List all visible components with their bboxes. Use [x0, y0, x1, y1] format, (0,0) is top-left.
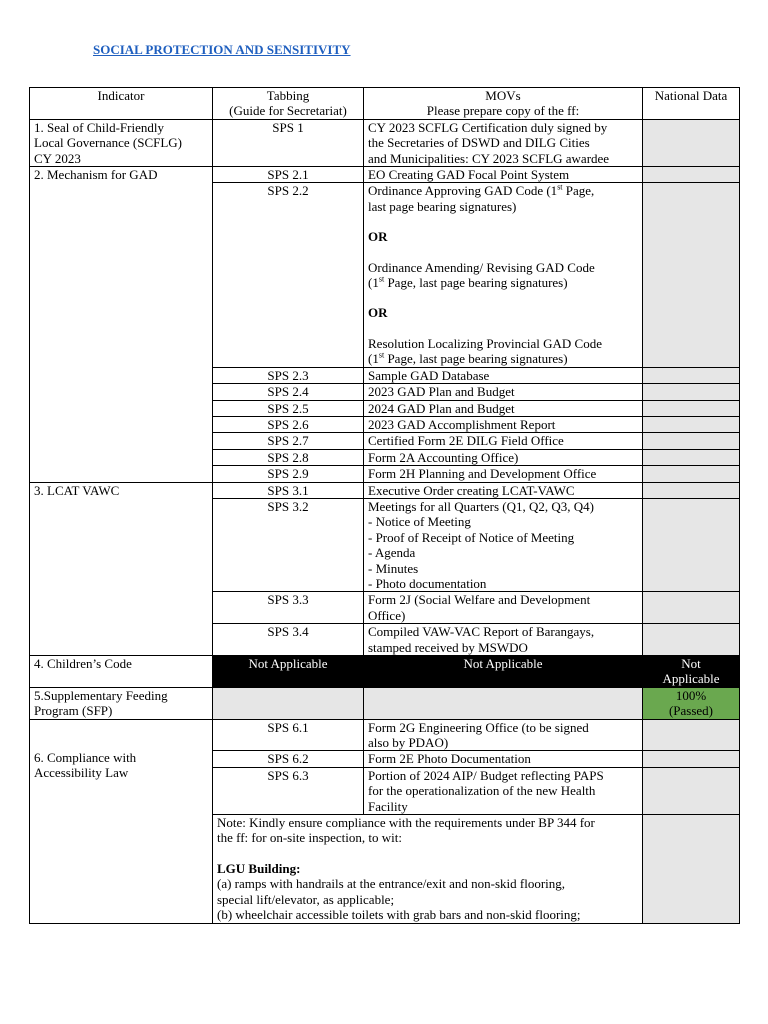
- table-header-row: [30, 88, 740, 120]
- indicator-cell: 6. Compliance with Accessibility Law: [30, 719, 213, 923]
- header-tabbing: Tabbing (Guide for Secretariat): [213, 88, 364, 120]
- tab-cell: SPS 3.4: [213, 624, 364, 656]
- mov-cell: Form 2H Planning and Development Office: [364, 466, 643, 482]
- mov-table: [29, 87, 740, 924]
- tab-cell: [213, 687, 364, 719]
- mov-cell: Ordinance Approving GAD Code (1st Page, last page bearing signatures) OR Ordinance Amending/ Revising GAD Code (1st Page, last page bearing signatures) OR Resolution Localizing Provincial GAD Code (1st Page, last page bearing signatures): [364, 183, 643, 367]
- indicator-cell: 4. Children’s Code: [30, 656, 213, 688]
- national-cell: [643, 416, 740, 432]
- national-cell: [643, 449, 740, 465]
- tab-cell: SPS 1: [213, 119, 364, 166]
- tab-cell: SPS 6.2: [213, 751, 364, 767]
- table-row: [30, 119, 740, 166]
- tab-cell: SPS 2.6: [213, 416, 364, 432]
- mov-cell: Certified Form 2E DILG Field Office: [364, 433, 643, 449]
- mov-cell: 2023 GAD Accomplishment Report: [364, 416, 643, 432]
- indicator-cell: 1. Seal of Child-Friendly Local Governance (SCFLG) CY 2023: [30, 119, 213, 166]
- header-national-data: National Data: [643, 88, 740, 120]
- tab-cell: SPS 6.1: [213, 719, 364, 751]
- header-movs: MOVs Please prepare copy of the ff:: [364, 88, 643, 120]
- table-row: [30, 687, 740, 719]
- national-cell: [643, 482, 740, 498]
- mov-cell: 2023 GAD Plan and Budget: [364, 384, 643, 400]
- mov-cell: Portion of 2024 AIP/ Budget reflecting PAPS for the operationalization of the new Health Facility: [364, 767, 643, 814]
- national-cell-not-applicable: Not Applicable: [643, 656, 740, 688]
- tab-cell: SPS 2.8: [213, 449, 364, 465]
- national-cell: [643, 592, 740, 624]
- tab-cell: SPS 2.2: [213, 183, 364, 367]
- national-cell: [643, 498, 740, 591]
- national-cell: [643, 433, 740, 449]
- table-row: [30, 656, 740, 688]
- tab-cell: SPS 2.1: [213, 167, 364, 183]
- mov-cell: EO Creating GAD Focal Point System: [364, 167, 643, 183]
- tab-cell: SPS 2.4: [213, 384, 364, 400]
- mov-cell: Sample GAD Database: [364, 367, 643, 383]
- tab-cell: SPS 2.9: [213, 466, 364, 482]
- tab-cell: SPS 3.1: [213, 482, 364, 498]
- header-indicator: Indicator: [30, 88, 213, 120]
- national-cell: [643, 719, 740, 751]
- mov-cell: Compiled VAW-VAC Report of Barangays, stamped received by MSWDO: [364, 624, 643, 656]
- tab-cell: SPS 3.3: [213, 592, 364, 624]
- mov-cell-not-applicable: Not Applicable: [364, 656, 643, 688]
- mov-cell: Form 2A Accounting Office): [364, 449, 643, 465]
- mov-cell: Form 2G Engineering Office (to be signed also by PDAO): [364, 719, 643, 751]
- tab-cell: SPS 2.3: [213, 367, 364, 383]
- national-cell: [643, 767, 740, 814]
- note-cell: Note: Kindly ensure compliance with the requirements under BP 344 for the ff: for on-site inspection, to wit: LGU Building: (a) ramps with handrails at the entrance/exit and non-skid flooring, special lift/elevator, as applicable; (b) wheelchair accessible toilets with grab bars and non-skid flooring;: [213, 815, 643, 923]
- national-cell: [643, 400, 740, 416]
- mov-cell: Executive Order creating LCAT-VAWC: [364, 482, 643, 498]
- table-row: [30, 482, 740, 498]
- national-cell-passed: 100% (Passed): [643, 687, 740, 719]
- page-title: SOCIAL PROTECTION AND SENSITIVITY: [93, 42, 351, 57]
- indicator-cell: 5.Supplementary Feeding Program (SFP): [30, 687, 213, 719]
- tab-cell: SPS 2.5: [213, 400, 364, 416]
- mov-cell: CY 2023 SCFLG Certification duly signed by the Secretaries of DSWD and DILG Cities and Municipalities: CY 2023 SCFLG awardee: [364, 119, 643, 166]
- mov-cell: [364, 687, 643, 719]
- national-cell: [643, 367, 740, 383]
- table-row: [30, 719, 740, 751]
- note-heading: LGU Building:: [217, 860, 301, 876]
- tab-cell-not-applicable: Not Applicable: [213, 656, 364, 688]
- mov-cell: Form 2E Photo Documentation: [364, 751, 643, 767]
- indicator-cell: 3. LCAT VAWC: [30, 482, 213, 655]
- mov-cell: Meetings for all Quarters (Q1, Q2, Q3, Q4) - Notice of Meeting - Proof of Receipt of Notice of Meeting - Agenda - Minutes - Photo documentation: [364, 498, 643, 591]
- indicator-cell: 2. Mechanism for GAD: [30, 167, 213, 483]
- national-cell: [643, 167, 740, 183]
- tab-cell: SPS 3.2: [213, 498, 364, 591]
- national-cell: [643, 466, 740, 482]
- tab-cell: SPS 6.3: [213, 767, 364, 814]
- national-cell: [643, 624, 740, 656]
- mov-cell: 2024 GAD Plan and Budget: [364, 400, 643, 416]
- national-cell: [643, 119, 740, 166]
- national-cell: [643, 751, 740, 767]
- national-cell: [643, 183, 740, 367]
- national-cell: [643, 384, 740, 400]
- table-row: [30, 167, 740, 183]
- national-cell: [643, 815, 740, 923]
- mov-cell: Form 2J (Social Welfare and Development Office): [364, 592, 643, 624]
- tab-cell: SPS 2.7: [213, 433, 364, 449]
